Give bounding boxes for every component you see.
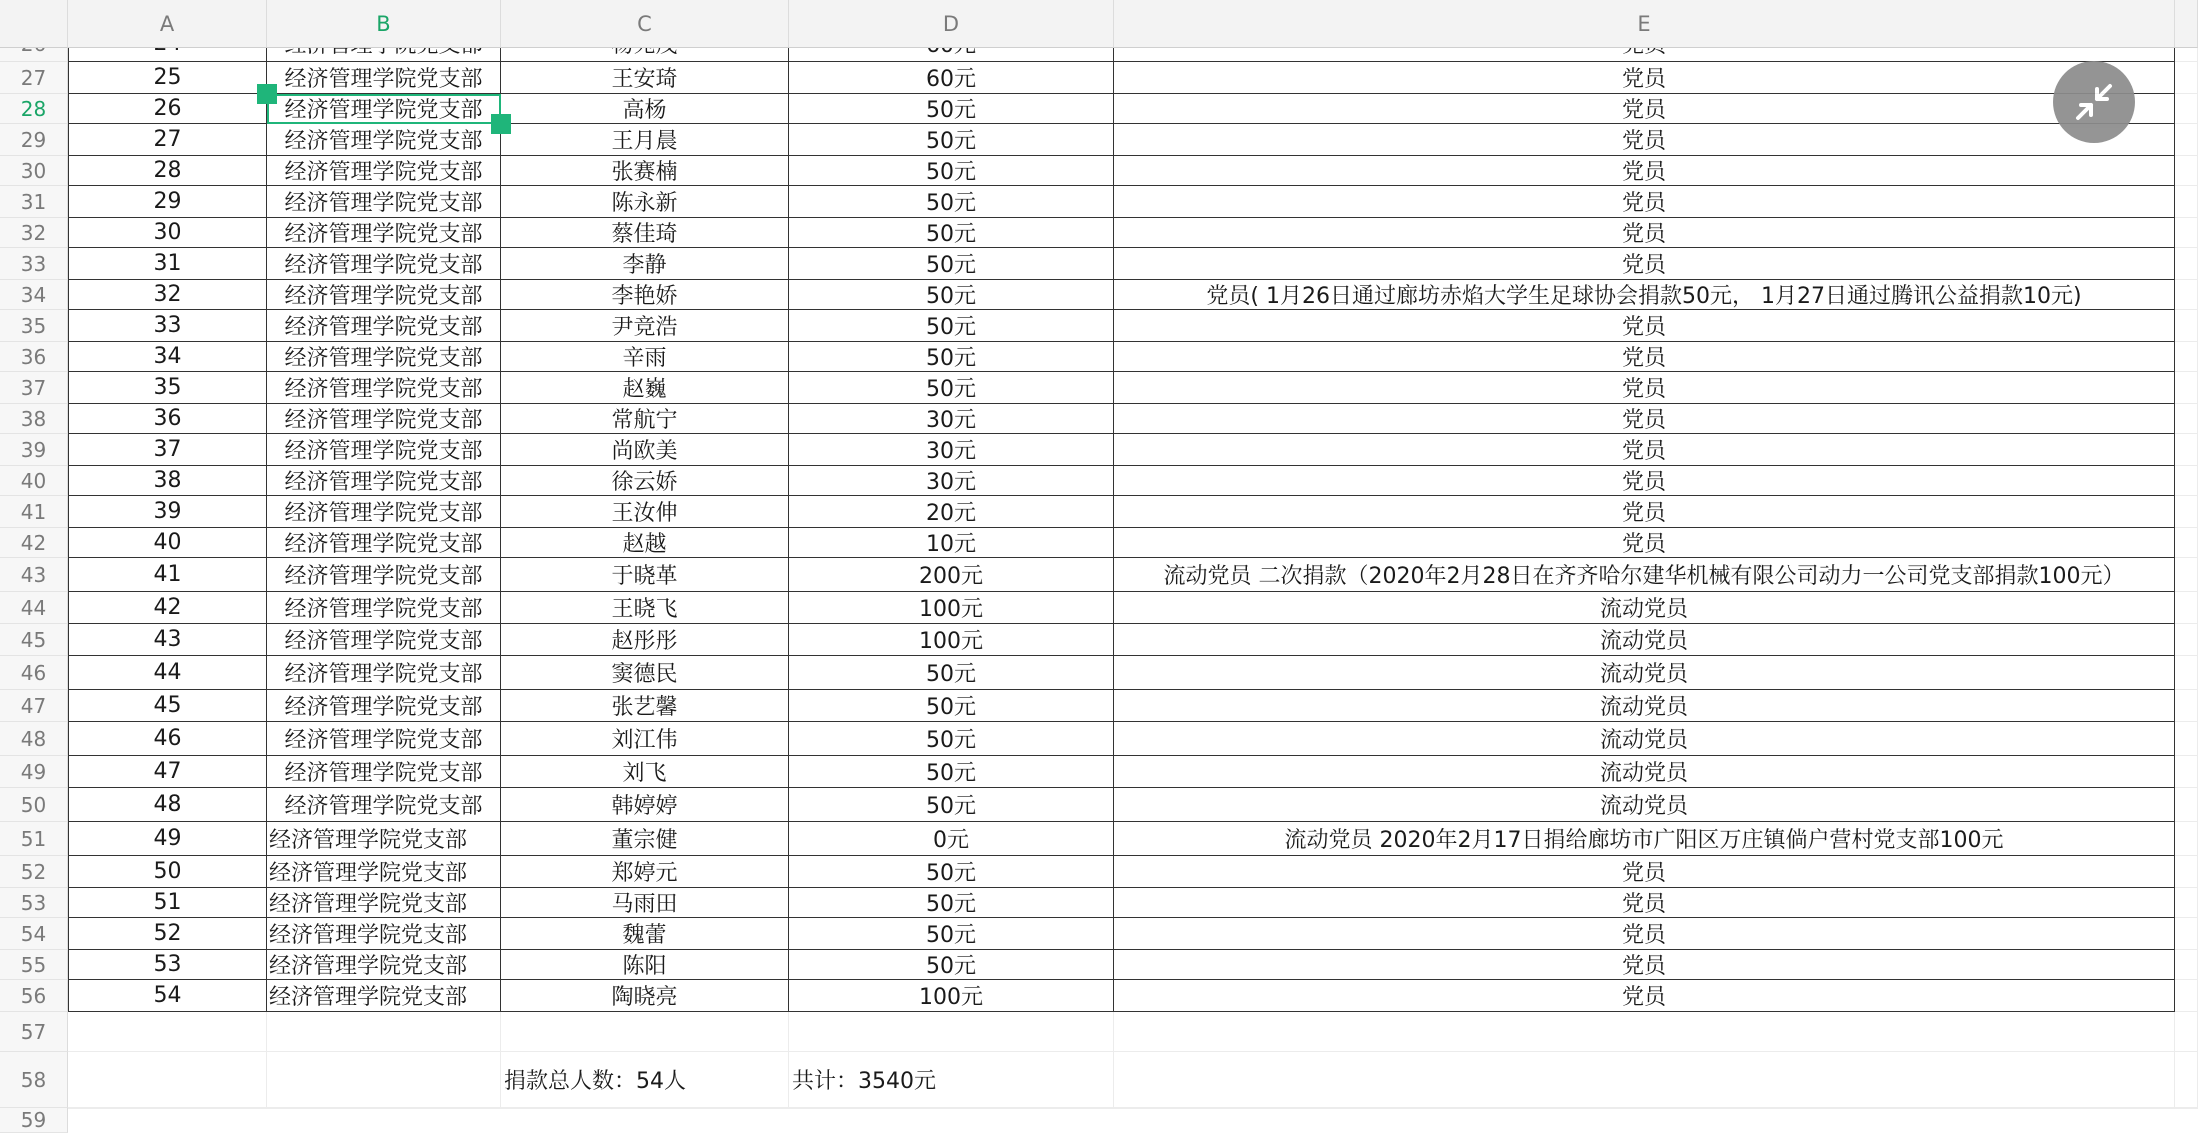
cell-f59[interactable]	[2175, 1108, 2198, 1109]
cell-e47[interactable]: 流动党员	[1114, 690, 2175, 722]
cell-c44[interactable]: 王晓飞	[501, 592, 789, 624]
row-header-28[interactable]: 28	[0, 94, 68, 124]
cell-e35[interactable]: 党员	[1114, 310, 2175, 342]
cell-f35[interactable]	[2175, 310, 2198, 342]
cell-c40[interactable]: 徐云娇	[501, 466, 789, 496]
cell-f29[interactable]	[2175, 124, 2198, 156]
cell-a57[interactable]	[68, 1012, 267, 1052]
cell-c59[interactable]	[501, 1108, 789, 1109]
cell-f49[interactable]	[2175, 756, 2198, 788]
cell-c37[interactable]: 赵巍	[501, 372, 789, 404]
cell-a47[interactable]: 45	[68, 690, 267, 722]
cell-f56[interactable]	[2175, 980, 2198, 1012]
cell-e44[interactable]: 流动党员	[1114, 592, 2175, 624]
row-header-37[interactable]: 37	[0, 372, 68, 404]
row-header-55[interactable]: 55	[0, 950, 68, 980]
cell-e54[interactable]: 党员	[1114, 918, 2175, 950]
row-header-41[interactable]: 41	[0, 496, 68, 528]
column-header-c[interactable]: C	[501, 0, 789, 48]
cell-c49[interactable]: 刘飞	[501, 756, 789, 788]
cell-c54[interactable]: 魏蕾	[501, 918, 789, 950]
cell-b47[interactable]: 经济管理学院党支部	[267, 690, 501, 722]
cell-d57[interactable]	[789, 1012, 1114, 1052]
cell-e56[interactable]: 党员	[1114, 980, 2175, 1012]
row-header-48[interactable]: 48	[0, 722, 68, 756]
cell-a38[interactable]: 36	[68, 404, 267, 434]
cell-a51[interactable]: 49	[68, 822, 267, 856]
cell-a37[interactable]: 35	[68, 372, 267, 404]
exit-fullscreen-button[interactable]	[2053, 61, 2135, 143]
row-header-47[interactable]: 47	[0, 690, 68, 722]
cell-b43[interactable]: 经济管理学院党支部	[267, 558, 501, 592]
cell-f38[interactable]	[2175, 404, 2198, 434]
row-header-45[interactable]: 45	[0, 624, 68, 656]
cell-d28[interactable]: 50元	[789, 94, 1114, 124]
row-header-58[interactable]: 58	[0, 1052, 68, 1108]
cell-f33[interactable]	[2175, 248, 2198, 280]
cell-d53[interactable]: 50元	[789, 888, 1114, 918]
cell-b51[interactable]: 经济管理学院党支部	[267, 822, 501, 856]
cell-b52[interactable]: 经济管理学院党支部	[267, 856, 501, 888]
cell-d40[interactable]: 30元	[789, 466, 1114, 496]
cell-c47[interactable]: 张艺馨	[501, 690, 789, 722]
cell-f53[interactable]	[2175, 888, 2198, 918]
cell-e37[interactable]: 党员	[1114, 372, 2175, 404]
cell-a54[interactable]: 52	[68, 918, 267, 950]
cell-d59[interactable]	[789, 1108, 1114, 1109]
cell-b59[interactable]	[267, 1108, 501, 1109]
cell-f51[interactable]	[2175, 822, 2198, 856]
cell-e46[interactable]: 流动党员	[1114, 656, 2175, 690]
cell-a43[interactable]: 41	[68, 558, 267, 592]
cell-b29[interactable]: 经济管理学院党支部	[267, 124, 501, 156]
cell-b57[interactable]	[267, 1012, 501, 1052]
cell-c55[interactable]: 陈阳	[501, 950, 789, 980]
cell-a52[interactable]: 50	[68, 856, 267, 888]
row-header-34[interactable]: 34	[0, 280, 68, 310]
cell-d32[interactable]: 50元	[789, 218, 1114, 248]
row-header-52[interactable]: 52	[0, 856, 68, 888]
cell-c51[interactable]: 董宗健	[501, 822, 789, 856]
row-header-59[interactable]: 59	[0, 1108, 68, 1133]
cell-c30[interactable]: 张赛楠	[501, 156, 789, 186]
cell-d31[interactable]: 50元	[789, 186, 1114, 218]
cell-c57[interactable]	[501, 1012, 789, 1052]
cell-a58[interactable]	[68, 1052, 267, 1108]
cell-f47[interactable]	[2175, 690, 2198, 722]
cell-c27[interactable]: 王安琦	[501, 62, 789, 94]
cell-e43[interactable]: 流动党员 二次捐款（2020年2月28日在齐齐哈尔建华机械有限公司动力一公司党支部捐款100元）	[1114, 558, 2175, 592]
row-header-50[interactable]: 50	[0, 788, 68, 822]
cell-e52[interactable]: 党员	[1114, 856, 2175, 888]
cell-c48[interactable]: 刘江伟	[501, 722, 789, 756]
cell-a59[interactable]	[68, 1108, 267, 1109]
row-header-42[interactable]: 42	[0, 528, 68, 558]
cell-a49[interactable]: 47	[68, 756, 267, 788]
row-header-36[interactable]: 36	[0, 342, 68, 372]
cell-f37[interactable]	[2175, 372, 2198, 404]
cell-e42[interactable]: 党员	[1114, 528, 2175, 558]
cell-d55[interactable]: 50元	[789, 950, 1114, 980]
cell-c53[interactable]: 马雨田	[501, 888, 789, 918]
cell-f32[interactable]	[2175, 218, 2198, 248]
cell-f46[interactable]	[2175, 656, 2198, 690]
cell-a36[interactable]: 34	[68, 342, 267, 372]
row-header-56[interactable]: 56	[0, 980, 68, 1012]
cell-a34[interactable]: 32	[68, 280, 267, 310]
cell-f45[interactable]	[2175, 624, 2198, 656]
cell-e51[interactable]: 流动党员 2020年2月17日捐给廊坊市广阳区万庄镇倘户营村党支部100元	[1114, 822, 2175, 856]
cell-d54[interactable]: 50元	[789, 918, 1114, 950]
cell-d51[interactable]: 0元	[789, 822, 1114, 856]
cell-c35[interactable]: 尹竞浩	[501, 310, 789, 342]
row-header-39[interactable]: 39	[0, 434, 68, 466]
column-header-a[interactable]: A	[68, 0, 267, 48]
cell-b34[interactable]: 经济管理学院党支部	[267, 280, 501, 310]
cell-e28[interactable]: 党员	[1114, 94, 2175, 124]
cell-f39[interactable]	[2175, 434, 2198, 466]
row-header-57[interactable]: 57	[0, 1012, 68, 1052]
row-header-54[interactable]: 54	[0, 918, 68, 950]
cell-b27[interactable]: 经济管理学院党支部	[267, 62, 501, 94]
cell-f40[interactable]	[2175, 466, 2198, 496]
cell-a31[interactable]: 29	[68, 186, 267, 218]
collapse-arrows-icon	[2072, 80, 2116, 124]
cell-d34[interactable]: 50元	[789, 280, 1114, 310]
row-header-46[interactable]: 46	[0, 656, 68, 690]
row-header-53[interactable]: 53	[0, 888, 68, 918]
selection-handle-top-left[interactable]	[257, 84, 277, 104]
cell-f41[interactable]	[2175, 496, 2198, 528]
cell-c39[interactable]: 尚欧美	[501, 434, 789, 466]
column-header-e[interactable]: E	[1114, 0, 2175, 48]
cell-e48[interactable]: 流动党员	[1114, 722, 2175, 756]
cell-d44[interactable]: 100元	[789, 592, 1114, 624]
cell-f42[interactable]	[2175, 528, 2198, 558]
cell-b56[interactable]: 经济管理学院党支部	[267, 980, 501, 1012]
cell-a28[interactable]: 26	[68, 94, 267, 124]
cell-d27[interactable]: 60元	[789, 62, 1114, 94]
cell-e58[interactable]	[1114, 1052, 2175, 1108]
cell-e53[interactable]: 党员	[1114, 888, 2175, 918]
cell-c42[interactable]: 赵越	[501, 528, 789, 558]
cell-c28[interactable]: 高杨	[501, 94, 789, 124]
cell-b35[interactable]: 经济管理学院党支部	[267, 310, 501, 342]
cell-c38[interactable]: 常航宁	[501, 404, 789, 434]
cell-f31[interactable]	[2175, 186, 2198, 218]
cell-b54[interactable]: 经济管理学院党支部	[267, 918, 501, 950]
cell-c56[interactable]: 陶晓亮	[501, 980, 789, 1012]
cell-b45[interactable]: 经济管理学院党支部	[267, 624, 501, 656]
cell-e36[interactable]: 党员	[1114, 342, 2175, 372]
cell-e39[interactable]: 党员	[1114, 434, 2175, 466]
cell-f50[interactable]	[2175, 788, 2198, 822]
cell-c36[interactable]: 辛雨	[501, 342, 789, 372]
cell-a55[interactable]: 53	[68, 950, 267, 980]
cell-b58[interactable]	[267, 1052, 501, 1108]
cell-b37[interactable]: 经济管理学院党支部	[267, 372, 501, 404]
cell-a41[interactable]: 39	[68, 496, 267, 528]
cell-e45[interactable]: 流动党员	[1114, 624, 2175, 656]
cell-d36[interactable]: 50元	[789, 342, 1114, 372]
cell-f43[interactable]	[2175, 558, 2198, 592]
selection-handle-bottom-right[interactable]	[491, 114, 511, 134]
cell-c41[interactable]: 王汝伸	[501, 496, 789, 528]
cell-a44[interactable]: 42	[68, 592, 267, 624]
cell-d58[interactable]: 共计：3540元	[789, 1052, 1114, 1108]
row-header-31[interactable]: 31	[0, 186, 68, 218]
cell-a39[interactable]: 37	[68, 434, 267, 466]
cell-c34[interactable]: 李艳娇	[501, 280, 789, 310]
cell-f28[interactable]	[2175, 94, 2198, 124]
cell-c58[interactable]: 捐款总人数：54人	[501, 1052, 789, 1108]
row-header-38[interactable]: 38	[0, 404, 68, 434]
cell-d46[interactable]: 50元	[789, 656, 1114, 690]
cell-e31[interactable]: 党员	[1114, 186, 2175, 218]
cell-a30[interactable]: 28	[68, 156, 267, 186]
cell-b42[interactable]: 经济管理学院党支部	[267, 528, 501, 558]
cell-e29[interactable]: 党员	[1114, 124, 2175, 156]
cell-c32[interactable]: 蔡佳琦	[501, 218, 789, 248]
column-header-b[interactable]: B	[267, 0, 501, 48]
cell-b32[interactable]: 经济管理学院党支部	[267, 218, 501, 248]
select-all-corner[interactable]	[0, 0, 68, 48]
cell-f55[interactable]	[2175, 950, 2198, 980]
cell-a35[interactable]: 33	[68, 310, 267, 342]
cell-a48[interactable]: 46	[68, 722, 267, 756]
cell-c33[interactable]: 李静	[501, 248, 789, 280]
cell-d43[interactable]: 200元	[789, 558, 1114, 592]
cell-d29[interactable]: 50元	[789, 124, 1114, 156]
cell-f36[interactable]	[2175, 342, 2198, 372]
cell-b31[interactable]: 经济管理学院党支部	[267, 186, 501, 218]
cell-d41[interactable]: 20元	[789, 496, 1114, 528]
column-header-filler	[2175, 0, 2198, 48]
cell-a27[interactable]: 25	[68, 62, 267, 94]
cell-c43[interactable]: 于晓革	[501, 558, 789, 592]
row-header-43[interactable]: 43	[0, 558, 68, 592]
cell-e50[interactable]: 流动党员	[1114, 788, 2175, 822]
cell-d49[interactable]: 50元	[789, 756, 1114, 788]
cell-a53[interactable]: 51	[68, 888, 267, 918]
cell-a56[interactable]: 54	[68, 980, 267, 1012]
cell-c29[interactable]: 王月晨	[501, 124, 789, 156]
cell-c45[interactable]: 赵彤彤	[501, 624, 789, 656]
cell-c50[interactable]: 韩婷婷	[501, 788, 789, 822]
row-header-51[interactable]: 51	[0, 822, 68, 856]
cell-e40[interactable]: 党员	[1114, 466, 2175, 496]
cell-e59[interactable]	[1114, 1108, 2175, 1109]
cell-c31[interactable]: 陈永新	[501, 186, 789, 218]
cell-c46[interactable]: 窦德民	[501, 656, 789, 690]
cell-b53[interactable]: 经济管理学院党支部	[267, 888, 501, 918]
cell-e38[interactable]: 党员	[1114, 404, 2175, 434]
cell-d52[interactable]: 50元	[789, 856, 1114, 888]
cell-d33[interactable]: 50元	[789, 248, 1114, 280]
cell-d39[interactable]: 30元	[789, 434, 1114, 466]
row-header-30[interactable]: 30	[0, 156, 68, 186]
cell-d30[interactable]: 50元	[789, 156, 1114, 186]
column-header-d[interactable]: D	[789, 0, 1114, 48]
cell-b55[interactable]: 经济管理学院党支部	[267, 950, 501, 980]
cell-e41[interactable]: 党员	[1114, 496, 2175, 528]
cell-a46[interactable]: 44	[68, 656, 267, 690]
cell-f34[interactable]	[2175, 280, 2198, 310]
cell-e32[interactable]: 党员	[1114, 218, 2175, 248]
cell-a42[interactable]: 40	[68, 528, 267, 558]
cell-d38[interactable]: 30元	[789, 404, 1114, 434]
cell-e27[interactable]: 党员	[1114, 62, 2175, 94]
cell-b49[interactable]: 经济管理学院党支部	[267, 756, 501, 788]
cell-f27[interactable]	[2175, 62, 2198, 94]
cell-f48[interactable]	[2175, 722, 2198, 756]
cell-f52[interactable]	[2175, 856, 2198, 888]
cell-f30[interactable]	[2175, 156, 2198, 186]
cell-b36[interactable]: 经济管理学院党支部	[267, 342, 501, 372]
row-header-29[interactable]: 29	[0, 124, 68, 156]
row-header-49[interactable]: 49	[0, 756, 68, 788]
cell-a33[interactable]: 31	[68, 248, 267, 280]
cell-e33[interactable]: 党员	[1114, 248, 2175, 280]
cell-e30[interactable]: 党员	[1114, 156, 2175, 186]
cell-f57[interactable]	[2175, 1012, 2198, 1052]
cell-b28[interactable]: 经济管理学院党支部	[267, 94, 501, 124]
cell-b38[interactable]: 经济管理学院党支部	[267, 404, 501, 434]
cell-d48[interactable]: 50元	[789, 722, 1114, 756]
cell-e57[interactable]	[1114, 1012, 2175, 1052]
cell-b30[interactable]: 经济管理学院党支部	[267, 156, 501, 186]
cell-f58[interactable]	[2175, 1052, 2198, 1108]
cell-e55[interactable]: 党员	[1114, 950, 2175, 980]
cell-a40[interactable]: 38	[68, 466, 267, 496]
cell-b50[interactable]: 经济管理学院党支部	[267, 788, 501, 822]
row-header-44[interactable]: 44	[0, 592, 68, 624]
cell-b40[interactable]: 经济管理学院党支部	[267, 466, 501, 496]
cell-b48[interactable]: 经济管理学院党支部	[267, 722, 501, 756]
cell-d47[interactable]: 50元	[789, 690, 1114, 722]
cell-a29[interactable]: 27	[68, 124, 267, 156]
cell-b39[interactable]: 经济管理学院党支部	[267, 434, 501, 466]
cell-c52[interactable]: 郑婷元	[501, 856, 789, 888]
cell-a50[interactable]: 48	[68, 788, 267, 822]
cell-e34[interactable]: 党员( 1月26日通过廊坊赤焰大学生足球协会捐款50元， 1月27日通过腾讯公益捐款10元)	[1114, 280, 2175, 310]
cell-d45[interactable]: 100元	[789, 624, 1114, 656]
cell-b33[interactable]: 经济管理学院党支部	[267, 248, 501, 280]
row-header-33[interactable]: 33	[0, 248, 68, 280]
cell-b46[interactable]: 经济管理学院党支部	[267, 656, 501, 690]
cell-b44[interactable]: 经济管理学院党支部	[267, 592, 501, 624]
cell-d37[interactable]: 50元	[789, 372, 1114, 404]
cell-d50[interactable]: 50元	[789, 788, 1114, 822]
cell-a32[interactable]: 30	[68, 218, 267, 248]
cell-f44[interactable]	[2175, 592, 2198, 624]
row-header-35[interactable]: 35	[0, 310, 68, 342]
cell-e49[interactable]: 流动党员	[1114, 756, 2175, 788]
cell-d35[interactable]: 50元	[789, 310, 1114, 342]
cell-a45[interactable]: 43	[68, 624, 267, 656]
cell-f54[interactable]	[2175, 918, 2198, 950]
cell-b41[interactable]: 经济管理学院党支部	[267, 496, 501, 528]
cell-d56[interactable]: 100元	[789, 980, 1114, 1012]
cell-d42[interactable]: 10元	[789, 528, 1114, 558]
row-header-40[interactable]: 40	[0, 466, 68, 496]
row-header-27[interactable]: 27	[0, 62, 68, 94]
row-header-32[interactable]: 32	[0, 218, 68, 248]
